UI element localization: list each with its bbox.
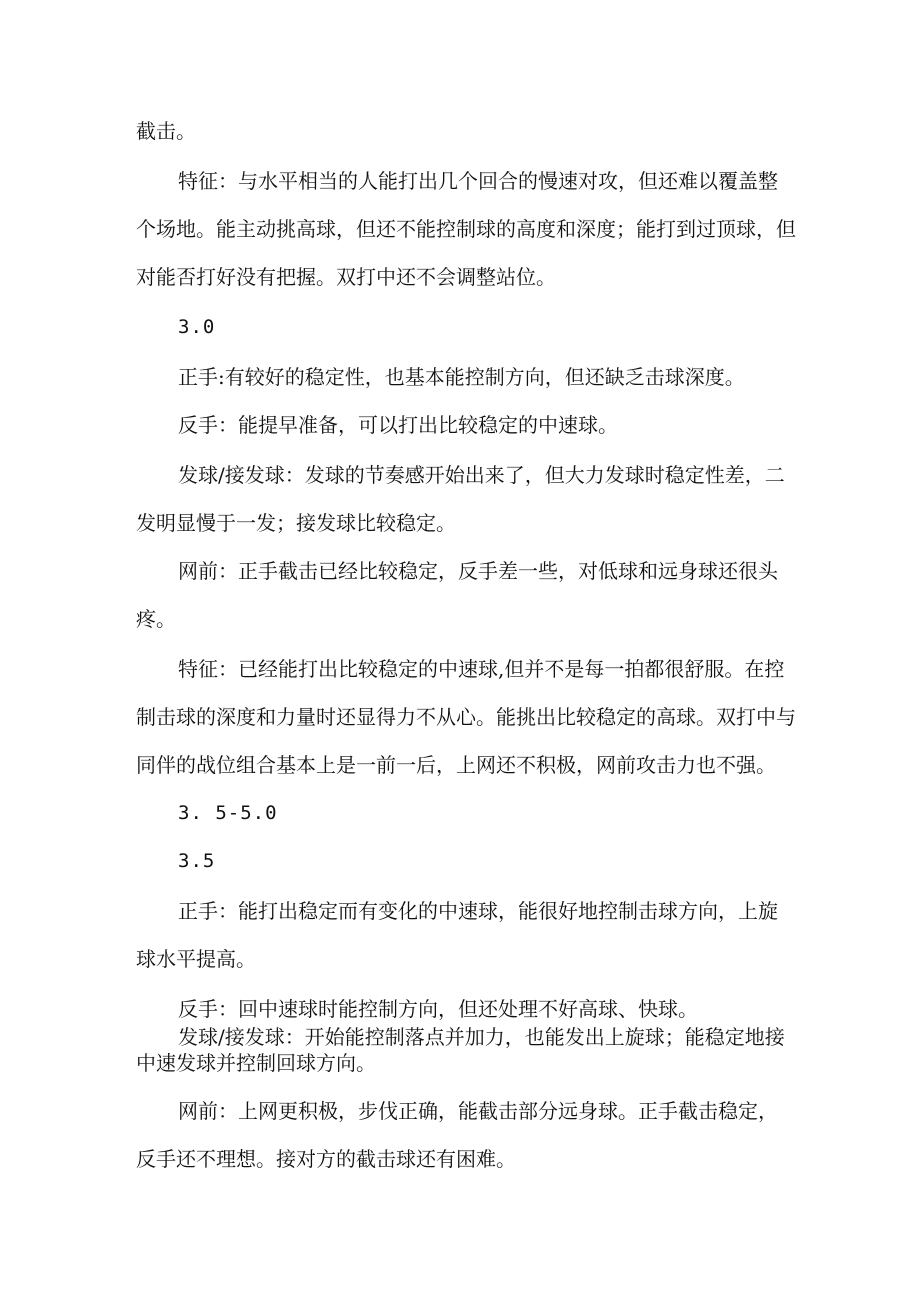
paragraph-line: 制击球的深度和力量时还显得力不从心。能挑出比较稳定的高球。双打中与 bbox=[136, 705, 796, 729]
paragraph-line: 中速发球并控制回球方向。 bbox=[136, 1051, 376, 1075]
paragraph-line: 同伴的战位组合基本上是一前一后，上网还不积极，网前攻击力也不强。 bbox=[136, 753, 776, 777]
paragraph-line: 反手还不理想。接对方的截击球还有困难。 bbox=[136, 1147, 516, 1171]
paragraph-line: 网前：上网更积极，步伐正确，能截击部分远身球。正手截击稳定， bbox=[178, 1099, 778, 1123]
paragraph-line: 反手：回中速球时能控制方向，但还处理不好高球、快球。 bbox=[178, 997, 698, 1021]
level-heading: 3. 5-5.0 bbox=[178, 802, 278, 824]
paragraph-line: 对能否打好没有把握。双打中还不会调整站位。 bbox=[136, 265, 556, 289]
paragraph-line: 发球/接发球：发球的节奏感开始出来了，但大力发球时稳定性差，二 bbox=[178, 463, 785, 487]
paragraph-line: 正手：能打出稳定而有变化的中速球，能很好地控制击球方向，上旋 bbox=[178, 899, 778, 923]
paragraph-line: 截击。 bbox=[136, 119, 196, 143]
paragraph-line: 疼。 bbox=[136, 607, 176, 631]
paragraph-line: 反手：能提早准备，可以打出比较稳定的中速球。 bbox=[178, 413, 618, 437]
paragraph-line: 正手:有较好的稳定性，也基本能控制方向，但还缺乏击球深度。 bbox=[178, 365, 745, 389]
level-heading: 3.0 bbox=[178, 316, 216, 338]
paragraph-line: 网前：正手截击已经比较稳定，反手差一些，对低球和远身球还很头 bbox=[178, 559, 778, 583]
paragraph-line: 特征：与水平相当的人能打出几个回合的慢速对攻，但还难以覆盖整 bbox=[178, 169, 778, 193]
level-heading: 3.5 bbox=[178, 850, 216, 872]
paragraph-line: 球水平提高。 bbox=[136, 947, 256, 971]
paragraph-line: 发球/接发球：开始能控制落点并加力，也能发出上旋球；能稳定地接 bbox=[178, 1025, 785, 1049]
paragraph-line: 特征：已经能打出比较稳定的中速球,但并不是每一拍都很舒服。在控 bbox=[178, 657, 785, 681]
paragraph-line: 发明显慢于一发；接发球比较稳定。 bbox=[136, 511, 456, 535]
paragraph-line: 个场地。能主动挑高球，但还不能控制球的高度和深度；能打到过顶球，但 bbox=[136, 217, 796, 241]
